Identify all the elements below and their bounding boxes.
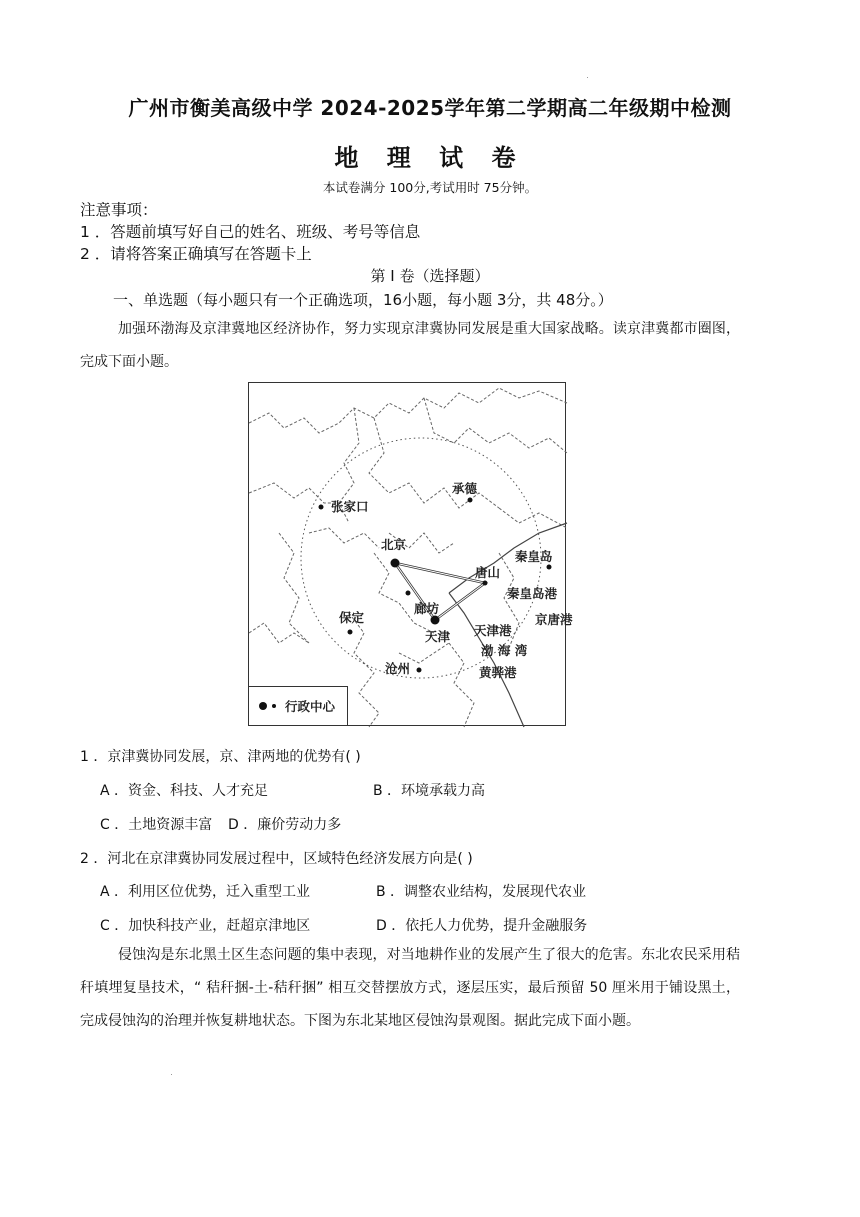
question-1-option-d: D ．廉价劳动力多 <box>228 817 342 833</box>
map-label-qinhuangdao-port: 秦皇岛港 <box>507 586 558 601</box>
map-label-tianjin-port: 天津港 <box>474 623 512 638</box>
map-label-jingtang-port: 京唐港 <box>535 612 573 627</box>
map-label-tangshan: 唐山 <box>475 565 501 580</box>
scan-speck <box>587 77 588 78</box>
city-dot-icon <box>272 704 276 708</box>
legend-label: 行政中心 <box>285 699 336 714</box>
map-label-bohai-bay: 渤 海 湾 <box>481 643 528 658</box>
question-2-option-d: D ．依托人力优势，提升金融服务 <box>376 918 588 934</box>
map-label-zhangjiakou: 张家口 <box>331 499 369 514</box>
map-label-beijing: 北京 <box>381 537 407 552</box>
passage-2: 侵蚀沟是东北黑土区生态问题的集中表现，对当地耕作业的发展产生了很大的危害。东北农民采用秸秆填埋复垦技术，“ 秸秆捆-土-秸秆捆” 相互交替摆放方式，逐层压实，最后预留 50 厘米用于铺设黑土，完成侵蚀沟的治理并恢复耕地状态。下图为东北某地区侵蚀沟景观图。据此完成下面小题。 <box>80 947 740 1029</box>
scan-speck <box>171 1074 172 1075</box>
question-1-option-a: A ．资金、科技、人才充足 <box>100 783 269 799</box>
question-2-option-a: A ．利用区位优势，迁入重型工业 <box>100 884 311 900</box>
question-1-option-b: B ．环境承载力高 <box>373 783 486 799</box>
map-label-tianjin: 天津 <box>425 629 451 644</box>
question-1-stem: 1 ．京津冀协同发展，京、津两地的优势有( ) <box>80 749 361 765</box>
notice-title: 注意事项： <box>80 201 158 219</box>
question-2-option-b: B ．调整农业结构，发展现代农业 <box>376 884 587 900</box>
passage-1: 加强环渤海及京津冀地区经济协作，努力实现京津冀协同发展是重大国家战略。读京津冀都市圈图，完成下面小题。 <box>80 321 740 370</box>
map-label-qinhuangdao: 秦皇岛 <box>515 549 553 564</box>
notice-item-1: 1 ．答题前填写好自己的姓名、班级、考号等信息 <box>80 223 421 241</box>
exam-title: 广州市衡美高级中学 2024-2025学年第二学期高二年级期中检测 <box>128 96 732 120</box>
map-legend <box>249 686 348 725</box>
map-label-langfang: 廊坊 <box>414 601 440 616</box>
capital-dot-icon <box>259 702 267 710</box>
subject-title: 地 理 试 卷 <box>334 143 526 172</box>
map-label-huanghua-port: 黄骅港 <box>479 665 517 680</box>
map-label-chengde: 承德 <box>452 481 478 496</box>
section-title: 一、单选题（每小题只有一个正确选项，16小题，每小题 3分，共 48分。） <box>113 291 613 309</box>
question-2-stem: 2 ．河北在京津冀协同发展过程中，区域特色经济发展方向是( ) <box>80 851 473 867</box>
part-title: 第 I 卷（选择题） <box>370 267 490 285</box>
map-label-baoding: 保定 <box>339 610 365 625</box>
question-2-option-c: C ．加快科技产业，赶超京津地区 <box>100 918 311 934</box>
map-label-cangzhou: 沧州 <box>385 661 411 676</box>
question-1-option-c: C ．土地资源丰富 <box>100 817 213 833</box>
notice-item-2: 2 ．请将答案正确填写在答题卡上 <box>80 245 312 263</box>
exam-info: 本试卷满分 100分,考试用时 75分钟。 <box>322 180 538 195</box>
jingjinji-map <box>248 382 573 726</box>
